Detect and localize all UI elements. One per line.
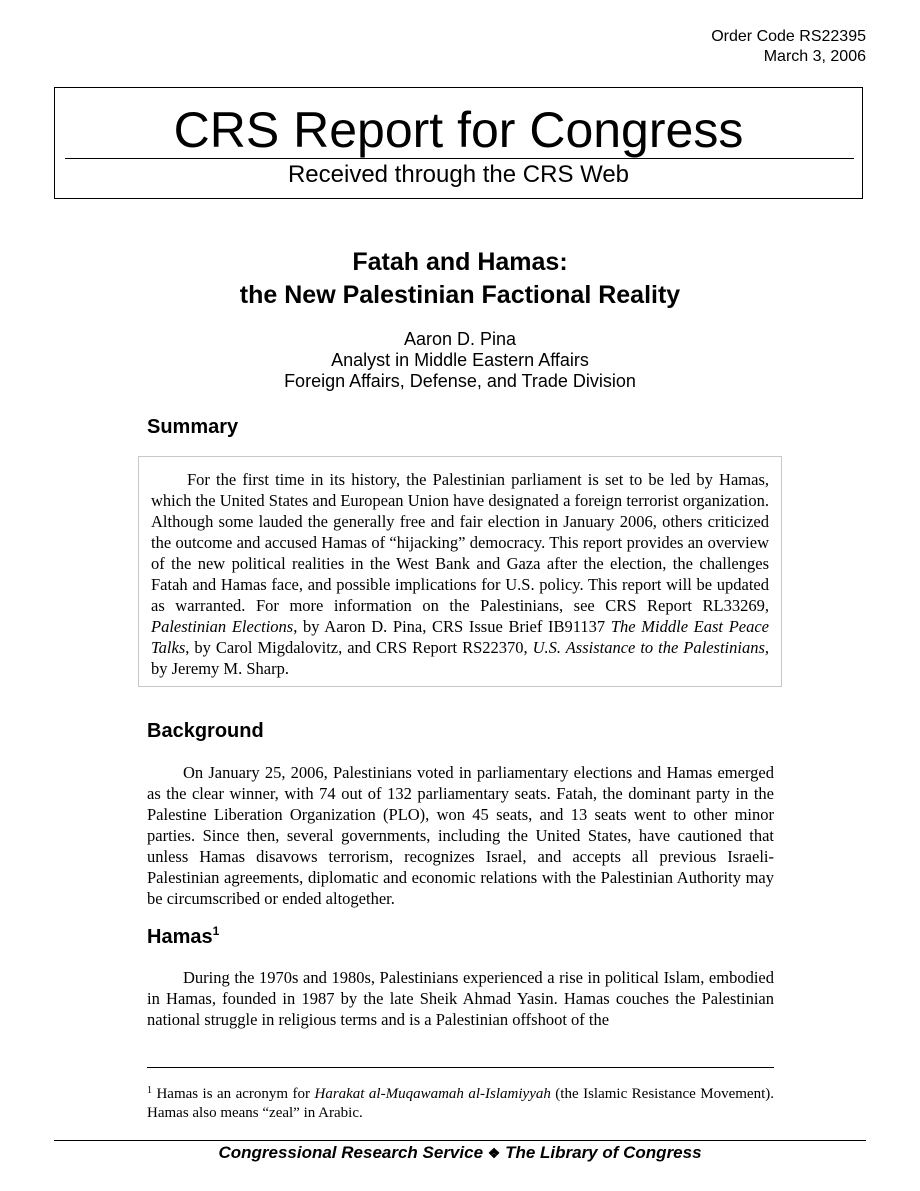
footer-crs: Congressional Research Service [218, 1143, 484, 1162]
footnote-number: 1 [147, 1085, 152, 1096]
summary-text-part2: , by Aaron D. Pina, CRS Issue Brief IB91137 [293, 617, 611, 636]
footnote-arabic-name: Harakat al-Muqawamah al-Islamiyyah [314, 1086, 551, 1102]
page-footer [0, 1142, 920, 1164]
report-title-line2: the New Palestinian Factional Reality [239, 281, 681, 309]
footer-loc: The Library of Congress [505, 1143, 702, 1162]
summary-text-part1: For the first time in its history, the Palestinian parliament is set to be led by Hamas, which the United States and European Union have designated a foreign terrorist organization. Although some lauded the generally free and fair election in January 2006, others criticized the outcome and accused Hamas of “hijacking” democracy. This report provides an overview of the new political realities in the West Bank and Gaza after the election, the challenges Fatah and Hamas face, and possible implications for U.S. policy. This report will be updated as warranted. For more information on the Palestinians, see CRS Report RL33269, [151, 470, 769, 615]
footnote-text-after: (the Islamic Resistance Movement). Hamas also means “zeal” in Arabic. [147, 1086, 775, 1121]
footnote-divider [147, 1067, 774, 1068]
background-text: On January 25, 2006, Palestinians voted in parliamentary elections and Hamas emerged as the clear winner, with 74 out of 132 parliamentary seats. Fatah, the dominant party in the Palestine Liberation Organization (PLO), won 45 seats, and 13 seats went to other minor parties. Since then, several governments, including the United States, have cautioned that unless Hamas disavows terrorism, recognizes Israel, and accepts all previous Israeli-Palestinian agreements, diplomatic and economic relations with the Palestinian Authority may be circumscribed or ended altogether. [147, 763, 774, 908]
hamas-heading [147, 925, 219, 949]
order-code: Order Code RS22395 [711, 28, 866, 45]
banner-divider [65, 158, 854, 159]
crs-banner [54, 87, 863, 199]
footer-divider [54, 1140, 866, 1141]
background-heading: Background [147, 720, 264, 742]
summary-text [151, 469, 769, 679]
author-name: Aaron D. Pina [403, 329, 517, 349]
summary-ref-us-assistance: U.S. Assistance to the Palestinians [532, 638, 765, 657]
diamond-separator-icon: ❖ [487, 1145, 501, 1161]
summary-text-part3: , by Carol Migdalovitz, and CRS Report RS22370, [185, 638, 533, 657]
author-block [0, 329, 920, 392]
summary-heading: Summary [147, 416, 239, 438]
hamas-heading-label: Hamas [147, 926, 213, 948]
author-division: Foreign Affairs, Defense, and Trade Division [284, 371, 636, 391]
banner-subtitle: Received through the CRS Web [287, 161, 630, 188]
report-date: March 3, 2006 [763, 48, 866, 65]
report-title [0, 246, 920, 312]
summary-ref-palestinian-elections: Palestinian Elections [151, 617, 294, 636]
summary-text-end: , by Jeremy M. Sharp. [151, 638, 769, 678]
hamas-text: During the 1970s and 1980s, Palestinians experienced a rise in political Islam, embodied in Hamas, founded in 1987 by the late Sheik Ahmad Yasin. Hamas couches the Palestinian national struggle in religious terms and is a Palestinian offshoot of the [147, 968, 774, 1029]
footnote-reference: 1 [212, 924, 220, 938]
banner-title: CRS Report for Congress [173, 102, 744, 158]
footnote [147, 1085, 774, 1123]
author-title: Analyst in Middle Eastern Affairs [331, 350, 589, 370]
order-code-block [711, 27, 866, 67]
report-title-line1: Fatah and Hamas: [352, 248, 568, 276]
summary-ref-peace-talks: The Middle East Peace Talks [151, 617, 769, 657]
footnote-text-before: Hamas is an acronym for [152, 1086, 315, 1102]
